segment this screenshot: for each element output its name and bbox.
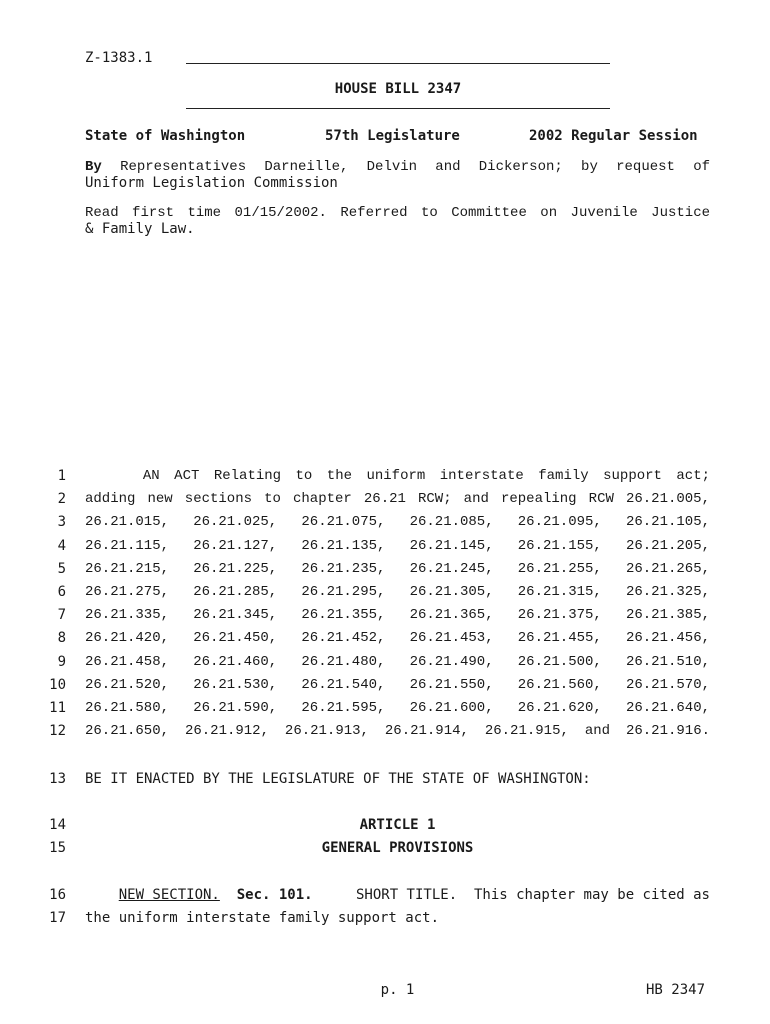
line-number: 11 bbox=[49, 700, 66, 716]
bill-text-line: 26.21.458, 26.21.460, 26.21.480, 26.21.490, 26.21.500, 26.21.510, bbox=[85, 654, 710, 670]
line-number: 16 bbox=[49, 887, 66, 903]
line-number: 1 bbox=[57, 468, 66, 484]
session-label: 2002 Regular Session bbox=[529, 128, 698, 144]
page-number: p. 1 bbox=[380, 982, 415, 998]
sponsors-text: Representatives Darneille, Delvin and Dickerson; by request of bbox=[120, 159, 710, 175]
section-number: Sec. 101. bbox=[236, 887, 313, 903]
line-number: 7 bbox=[57, 607, 66, 623]
read-first-line-1: Read first time 01/15/2002. Referred to Committee on Juvenile Justice bbox=[85, 205, 710, 221]
header-rule-top bbox=[186, 63, 610, 64]
bill-text-line: AN ACT Relating to the uniform interstate family support act; bbox=[85, 468, 710, 484]
bill-title: HOUSE BILL 2347 bbox=[334, 81, 462, 97]
bill-text-line: 26.21.520, 26.21.530, 26.21.540, 26.21.550, 26.21.560, 26.21.570, bbox=[85, 677, 710, 693]
sponsors-line-2: Uniform Legislation Commission bbox=[85, 175, 338, 191]
line-number: 8 bbox=[57, 630, 66, 646]
bill-text-line: 26.21.335, 26.21.345, 26.21.355, 26.21.365, 26.21.375, 26.21.385, bbox=[85, 607, 710, 623]
read-first-line-2: & Family Law. bbox=[85, 221, 195, 237]
line-number: 2 bbox=[57, 491, 66, 507]
bill-text-line: adding new sections to chapter 26.21 RCW; and repealing RCW 26.21.005, bbox=[85, 491, 710, 507]
state-label: State of Washington bbox=[85, 128, 246, 144]
document-code: Z-1383.1 bbox=[85, 50, 153, 66]
line-number: 4 bbox=[57, 538, 66, 554]
line-number: 15 bbox=[49, 840, 66, 856]
enacting-clause: BE IT ENACTED BY THE LEGISLATURE OF THE STATE OF WASHINGTON: bbox=[85, 771, 591, 787]
bill-text-line: 26.21.015, 26.21.025, 26.21.075, 26.21.085, 26.21.095, 26.21.105, bbox=[85, 514, 710, 530]
line-number: 3 bbox=[57, 514, 66, 530]
article-title: ARTICLE 1 bbox=[359, 817, 436, 833]
section-101-text: SHORT TITLE. This chapter may be cited as bbox=[355, 887, 710, 903]
line-number: 9 bbox=[57, 654, 66, 670]
line-number: 6 bbox=[57, 584, 66, 600]
bill-text-line: 26.21.275, 26.21.285, 26.21.295, 26.21.305, 26.21.315, 26.21.325, bbox=[85, 584, 710, 600]
line-number: 12 bbox=[49, 723, 66, 739]
legislature-label: 57th Legislature bbox=[325, 128, 460, 144]
line-number: 14 bbox=[49, 817, 66, 833]
bill-text-line: 26.21.420, 26.21.450, 26.21.452, 26.21.453, 26.21.455, 26.21.456, bbox=[85, 630, 710, 646]
bill-text-line: 26.21.215, 26.21.225, 26.21.235, 26.21.245, 26.21.255, 26.21.265, bbox=[85, 561, 710, 577]
section-101-line-2: the uniform interstate family support act. bbox=[85, 910, 440, 926]
bill-text-line: 26.21.115, 26.21.127, 26.21.135, 26.21.145, 26.21.155, 26.21.205, bbox=[85, 538, 710, 554]
section-101-line-1 bbox=[85, 887, 710, 903]
bill-text-line: 26.21.580, 26.21.590, 26.21.595, 26.21.600, 26.21.620, 26.21.640, bbox=[85, 700, 710, 716]
new-section-label: NEW SECTION. bbox=[118, 887, 220, 903]
bill-text-line: 26.21.650, 26.21.912, 26.21.913, 26.21.914, 26.21.915, and 26.21.916. bbox=[85, 723, 710, 739]
footer-bill-ref: HB 2347 bbox=[646, 982, 706, 998]
header-rule-bottom bbox=[186, 108, 610, 109]
line-number: 17 bbox=[49, 910, 66, 926]
by-label: By bbox=[85, 159, 102, 175]
line-number: 10 bbox=[49, 677, 66, 693]
article-subtitle: GENERAL PROVISIONS bbox=[321, 840, 474, 856]
line-number: 13 bbox=[49, 771, 66, 787]
line-number: 5 bbox=[57, 561, 66, 577]
